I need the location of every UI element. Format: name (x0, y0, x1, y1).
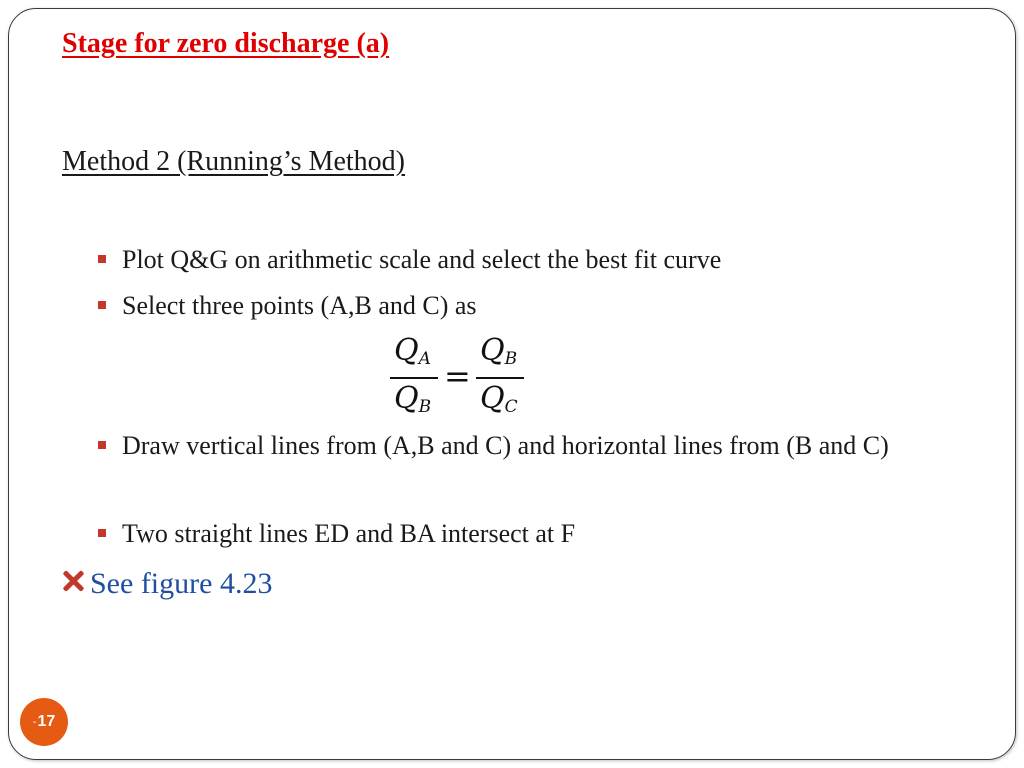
square-bullet-icon (98, 301, 106, 309)
left-numerator: $Q_A$ (394, 333, 431, 369)
ratio-formula (390, 332, 530, 422)
right-denominator: $Q_C$ (480, 381, 518, 417)
equals-sign: = (444, 357, 471, 395)
list-item (98, 426, 948, 466)
square-bullet-icon (98, 255, 106, 263)
method-heading: Method 2 (Running’s Method) (62, 146, 405, 177)
see-figure-text: See figure 4.23 (90, 567, 273, 600)
page-prefix: - (32, 716, 37, 728)
page-number: 17 (37, 713, 56, 730)
list-item (98, 240, 948, 280)
cross-mark-icon (62, 570, 84, 592)
bullet-text: Select three points (A,B and C) as (122, 291, 477, 320)
bullet-text: Two straight lines ED and BA intersect at F (122, 519, 576, 548)
page-number-badge (20, 698, 68, 746)
bullet-text: Plot Q&G on arithmetic scale and select the best fit curve (122, 245, 722, 274)
left-fraction (390, 332, 440, 422)
fraction-bar (390, 377, 438, 379)
bullet-text: Draw vertical lines from (A,B and C) and horizontal lines from (B and C) (122, 431, 889, 460)
see-figure-item (62, 564, 272, 604)
left-denominator: $Q_B$ (394, 381, 432, 417)
list-item (98, 286, 948, 326)
right-fraction (476, 332, 526, 422)
list-item (98, 514, 948, 554)
square-bullet-icon (98, 441, 106, 449)
right-numerator: $Q_B$ (480, 333, 518, 369)
fraction-bar (476, 377, 524, 379)
slide-title: Stage for zero discharge (a) (62, 28, 390, 59)
square-bullet-icon (98, 529, 106, 537)
